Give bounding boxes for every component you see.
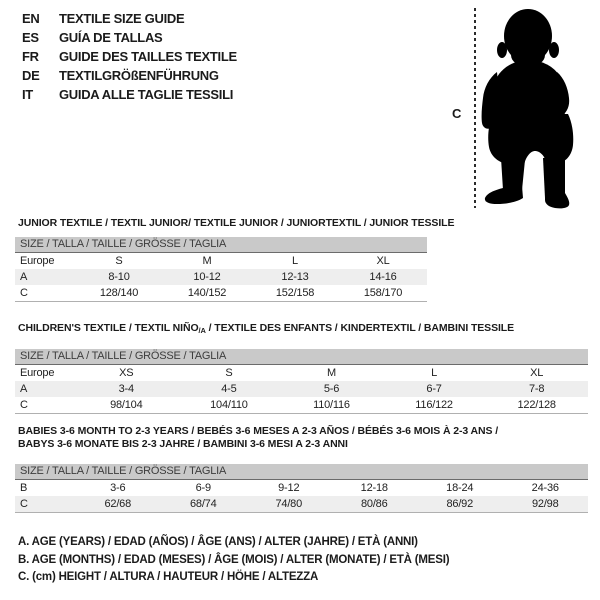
lang-title: GUÍA DE TALLAS [59, 30, 163, 45]
size-table [15, 237, 427, 302]
table-title-text: JUNIOR TEXTILE / TEXTIL JUNIOR/ TEXTILE JUNIOR / JUNIORTEXTIL / JUNIOR TESSILE [18, 217, 455, 229]
lang-row-it [22, 85, 237, 104]
size-table [15, 464, 588, 513]
table-row [15, 381, 588, 397]
table-cell: 5-6 [323, 383, 340, 395]
table-row [15, 269, 427, 285]
table-cell: 14-16 [369, 271, 397, 283]
lang-code: IT [22, 87, 33, 102]
height-measure-label: C [452, 106, 462, 121]
size-table-section-3 [15, 425, 588, 513]
table-row [15, 496, 588, 512]
row-label: C [20, 287, 28, 299]
table-title [15, 425, 523, 451]
table-cell: 4-5 [221, 383, 237, 395]
size-header-bar: SIZE / TALLA / TAILLE / GRÖSSE / TAGLIA [15, 464, 588, 480]
lang-code: DE [22, 68, 40, 83]
table-cell: 140/152 [187, 287, 227, 299]
size-table-section-1 [15, 217, 455, 302]
lang-title: GUIDA ALLE TAGLIE TESSILI [59, 87, 234, 102]
lang-row-de [22, 66, 237, 85]
size-table [15, 349, 588, 414]
table-cell: XS [119, 367, 134, 379]
row-label: C [20, 399, 28, 411]
row-label: A [20, 271, 28, 283]
table-cell: L [431, 367, 438, 379]
footnote-list [18, 534, 449, 587]
table-cell: 24-36 [531, 482, 559, 494]
table-row [15, 253, 427, 269]
footnote-c: C. (cm) HEIGHT / ALTURA / HAUTEUR / HÖHE / ALTEZZA [18, 571, 319, 583]
table-cell: 104/110 [210, 399, 248, 411]
lang-row-fr [22, 47, 237, 66]
lang-title: TEXTILE SIZE GUIDE [59, 11, 185, 26]
table-cell: 18-24 [446, 482, 474, 494]
table-cell: S [225, 367, 233, 379]
table-cell: XL [530, 367, 544, 379]
row-label: Europe [20, 255, 55, 267]
footnote-a: A. AGE (YEARS) / EDAD (AÑOS) / ÂGE (ANS) / ALTER (JAHRE) / ETÀ (ANNI) [18, 536, 418, 548]
lang-code: EN [22, 11, 40, 26]
table-cell: M [202, 255, 212, 267]
lang-code: ES [22, 30, 39, 45]
table-cell: M [327, 367, 336, 379]
table-cell: 6-7 [426, 383, 442, 395]
table-cell: 110/116 [313, 399, 350, 411]
table-cell: 12-13 [281, 271, 309, 283]
baby-silhouette-icon [479, 6, 593, 212]
lang-title: GUIDE DES TAILLES TEXTILE [59, 49, 237, 64]
table-cell: 6-9 [195, 482, 211, 494]
table-cell: 8-10 [108, 271, 130, 283]
table-cell: 92/98 [531, 498, 559, 510]
table-title-text: / TEXTILE DES ENFANTS / KINDERTEXTIL / BAMBINI TESSILE [205, 322, 515, 334]
table-row [15, 285, 427, 301]
row-label: B [20, 482, 28, 494]
table-title-text: CHILDREN'S TEXTILE / TEXTIL NIÑO [18, 322, 199, 334]
table-title-text: BABIES 3-6 MONTH TO 2-3 YEARS / BEBÉS 3-6 MESES A 2-3 AÑOS / BÉBÉS 3-6 MOIS À 2-3 ANS / BABYS 3-6 MONATE BIS 2-3 JAHRE / BAMBINI 3-6 MESI A 2-3 ANNI [18, 425, 499, 450]
lang-row-en [22, 9, 237, 28]
table-cell: 86/92 [446, 498, 474, 510]
size-header-bar: SIZE / TALLA / TAILLE / GRÖSSE / TAGLIA [15, 349, 588, 365]
size-table-section-2 [15, 322, 588, 414]
row-label: A [20, 383, 28, 395]
table-cell: 74/80 [275, 498, 303, 510]
table-cell: 3-6 [110, 482, 126, 494]
table-title [15, 322, 588, 337]
table-cell: 12-18 [360, 482, 388, 494]
lang-title: TEXTILGRÖßENFÜHRUNG [59, 68, 219, 83]
row-label: C [20, 498, 28, 510]
table-cell: 10-12 [193, 271, 221, 283]
table-title [15, 217, 455, 230]
table-cell: 128/140 [99, 287, 139, 299]
table-row [15, 397, 588, 413]
height-dashed-line [474, 8, 476, 208]
table-cell: 9-12 [278, 482, 300, 494]
table-cell: XL [376, 255, 390, 267]
footnote-b: B. AGE (MONTHS) / EDAD (MESES) / ÂGE (MOIS) / ALTER (MONATE) / ETÀ (MESI) [18, 553, 450, 566]
table-cell: 80/86 [360, 498, 388, 510]
table-cell: 158/170 [363, 287, 403, 299]
table-cell: S [115, 255, 123, 267]
table-cell: 68/74 [189, 498, 217, 510]
table-cell: 122/128 [517, 399, 556, 411]
row-label: Europe [20, 367, 55, 379]
table-row [15, 480, 588, 496]
table-cell: 3-4 [118, 383, 134, 395]
lang-code: FR [22, 49, 39, 64]
size-header-bar: SIZE / TALLA / TAILLE / GRÖSSE / TAGLIA [15, 237, 427, 253]
table-cell: 116/122 [415, 399, 453, 411]
table-cell: L [292, 255, 298, 267]
lang-row-es [22, 28, 237, 47]
table-title-subscript: /A [198, 326, 206, 335]
table-row [15, 365, 588, 381]
table-cell: 98/104 [110, 399, 143, 411]
language-title-list [22, 9, 237, 104]
table-cell: 62/68 [104, 498, 132, 510]
table-cell: 7-8 [529, 383, 545, 395]
table-cell: 152/158 [275, 287, 315, 299]
